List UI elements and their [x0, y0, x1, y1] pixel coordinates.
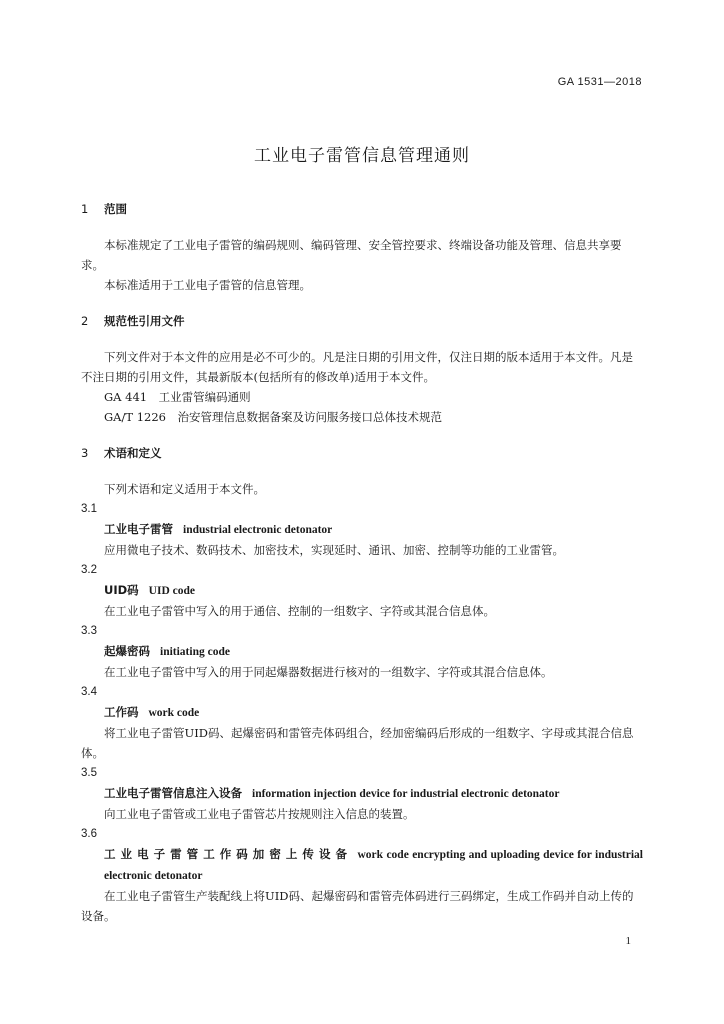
term-chinese: 工 业 电 子 雷 管 工 作 码 加 密 上 传 设 备: [104, 847, 348, 861]
term-definition: 应用微电子技术、数码技术、加密技术，实现延时、通讯、加密、控制等功能的工业雷管。: [104, 543, 564, 557]
term-definition: 在工业电子雷管中写入的用于通信、控制的一组数字、字符或其混合信息体。: [104, 604, 495, 618]
section-1-heading: [81, 199, 643, 219]
section-number: 3: [81, 446, 89, 460]
term-definition: 在工业电子雷管中写入的用于同起爆器数据进行核对的一组数字、字符或其混合信息体。: [104, 665, 553, 679]
term-chinese: 工业电子雷管信息注入设备: [104, 786, 242, 800]
term-heading: [81, 641, 643, 662]
normative-reference: GA/T 1226 治安管理信息数据备案及访问服务接口总体技术规范: [104, 410, 442, 424]
term-definition: 将工业电子雷管UID码、起爆密码和雷管壳体码组合，经加密编码后形成的一组数字、字母或其混合信息体。: [81, 726, 634, 760]
section-3-intro: 下列术语和定义适用于本文件。: [104, 482, 265, 496]
term-english: work code encrypting and uploading device for industrial electronic detonator: [104, 849, 643, 882]
section-1-paragraph-2: 本标准适用于工业电子雷管的信息管理。: [104, 278, 311, 292]
section-2-paragraph-1: 下列文件对于本文件的应用是必不可少的。凡是注日期的引用文件，仅注日期的版本适用于本文件。凡是不注日期的引用文件，其最新版本(包括所有的修改单)适用于本文件。: [81, 350, 633, 384]
term-english: information injection device for industrial electronic detonator: [252, 788, 560, 800]
term-heading: [81, 783, 643, 804]
document-title: 工业电子雷管信息管理通则: [254, 146, 470, 166]
section-title: 规范性引用文件: [104, 314, 185, 328]
section-3-heading: [81, 443, 643, 463]
term-chinese: 起爆密码: [104, 644, 150, 658]
term-heading: [81, 844, 643, 886]
section-title: 范围: [104, 202, 127, 216]
term-english: work code: [148, 707, 200, 719]
term-number: 3.5: [81, 767, 97, 779]
term-english: initiating code: [160, 646, 230, 658]
standard-code: GA 1531—2018: [557, 76, 642, 88]
term-chinese: 工业电子雷管: [104, 522, 173, 536]
section-number: 2: [81, 314, 89, 328]
term-definition: 在工业电子雷管生产装配线上将UID码、起爆密码和雷管壳体码进行三码绑定，生成工作码并自动上传的设备。: [81, 889, 634, 923]
term-english: UID code: [148, 585, 195, 597]
term-number: 3.3: [81, 625, 97, 637]
document-body: [81, 199, 643, 926]
section-2-heading: [81, 311, 643, 331]
term-definition: 向工业电子雷管或工业电子雷管芯片按规则注入信息的装置。: [104, 807, 415, 821]
term-number: 3.6: [81, 828, 97, 840]
term-heading: [81, 580, 643, 601]
section-number: 1: [81, 202, 89, 216]
term-chinese: UID码: [104, 583, 139, 597]
term-number: 3.2: [81, 564, 97, 576]
term-number: 3.4: [81, 686, 97, 698]
term-number: 3.1: [81, 503, 97, 515]
term-chinese: 工作码: [104, 705, 139, 719]
page-number: 1: [625, 935, 631, 947]
term-heading: [81, 519, 643, 540]
term-heading: [81, 702, 643, 723]
normative-reference: GA 441 工业雷管编码通则: [104, 390, 251, 404]
section-1-paragraph-1: 本标准规定了工业电子雷管的编码规则、编码管理、安全管控要求、终端设备功能及管理、信息共享要求。: [81, 238, 622, 272]
section-title: 术语和定义: [104, 446, 162, 460]
term-english: industrial electronic detonator: [183, 524, 333, 536]
